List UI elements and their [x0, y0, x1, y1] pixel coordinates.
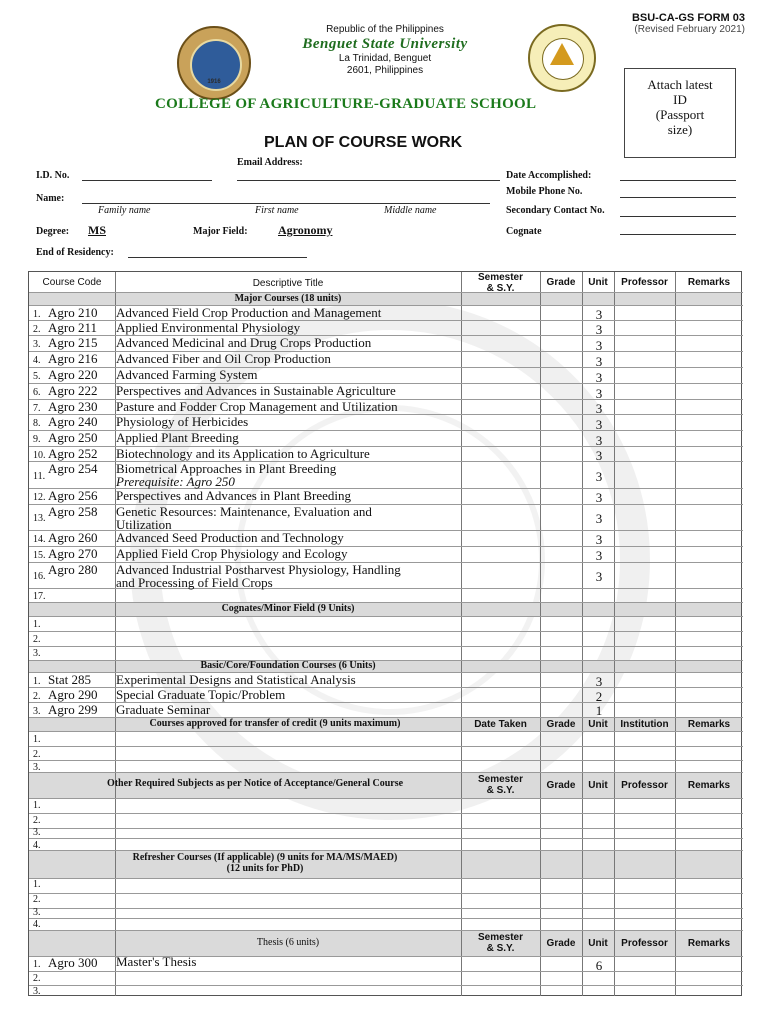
course-code[interactable]: Agro 252	[48, 446, 98, 461]
row-number: 4.	[33, 840, 41, 851]
row-number: 1.	[33, 800, 41, 811]
course-title[interactable]: Experimental Designs and Statistical Analysis	[116, 672, 356, 687]
row-number: 3.	[33, 648, 41, 659]
course-unit[interactable]: 3	[595, 401, 603, 416]
row-number: 3.	[33, 986, 41, 997]
course-code[interactable]: Agro 215	[48, 335, 98, 350]
row-number: 3.	[33, 339, 41, 350]
course-title[interactable]: Advanced Field Crop Production and Management	[116, 305, 382, 320]
refresher-title-line: Refresher Courses (If applicable) (9 units for MA/MS/MAED)	[132, 852, 398, 863]
row-number: 4.	[33, 355, 41, 366]
middle-name-hint: Middle name	[384, 205, 437, 216]
header-descriptive-title: Descriptive Title	[252, 278, 324, 289]
email-field[interactable]	[237, 180, 500, 181]
id-number-field[interactable]	[82, 180, 212, 181]
course-code[interactable]: Agro 222	[48, 383, 98, 398]
course-unit[interactable]: 3	[595, 307, 603, 322]
header-semester-line: & S.Y.	[486, 785, 515, 796]
section-title-thesis: Thesis (6 units)	[256, 937, 320, 948]
header-grade: Grade	[546, 719, 576, 730]
row-number: 13.	[33, 513, 46, 524]
header-semester	[461, 774, 540, 796]
row-number: 6.	[33, 387, 41, 398]
degree-value[interactable]: MS	[88, 223, 106, 237]
photo-box-line: size)	[667, 122, 693, 137]
header-institution: Institution	[620, 719, 669, 730]
course-unit[interactable]: 3	[595, 370, 603, 385]
row-number: 2.	[33, 691, 41, 702]
row-number: 10.	[33, 450, 46, 461]
header-semester-line: Semester	[477, 774, 524, 785]
major-field-value[interactable]: Agronomy	[278, 223, 333, 237]
header-semester-line: Semester	[477, 932, 524, 943]
row-number: 2.	[33, 894, 41, 905]
course-code[interactable]: Agro 280	[48, 562, 98, 577]
course-code[interactable]: Agro 211	[48, 320, 97, 335]
course-title-line: Biometrical Approaches in Plant Breeding	[116, 461, 337, 476]
course-title[interactable]: Graduate Seminar	[116, 702, 211, 717]
header-semester	[461, 272, 540, 294]
degree-label: Degree:	[36, 226, 70, 237]
row-number: 2.	[33, 749, 41, 760]
course-title[interactable]: Applied Field Crop Physiology and Ecology	[116, 546, 348, 561]
course-title[interactable]	[116, 462, 456, 488]
university-name: Benguet State University	[302, 36, 468, 52]
date-accomplished-label: Date Accomplished:	[506, 170, 592, 181]
course-unit[interactable]: 3	[595, 386, 603, 401]
row-number: 3.	[33, 706, 41, 717]
row-number: 3.	[33, 907, 41, 918]
course-code[interactable]: Agro 270	[48, 546, 98, 561]
seal-year: 1916	[207, 79, 221, 85]
cognate-label: Cognate	[506, 226, 542, 237]
major-field-label: Major Field:	[193, 226, 248, 237]
row-number: 11.	[33, 471, 46, 482]
date-accomplished-field[interactable]	[620, 180, 736, 181]
header-grade: Grade	[546, 938, 576, 949]
secondary-contact-field[interactable]	[620, 216, 736, 217]
course-code[interactable]: Agro 300	[48, 955, 98, 970]
course-title[interactable]: Advanced Medicinal and Drug Crops Production	[116, 335, 372, 350]
course-unit[interactable]: 3	[595, 448, 603, 463]
row-number: 1.	[33, 734, 41, 745]
mobile-phone-field[interactable]	[620, 197, 736, 198]
row-number: 2.	[33, 324, 41, 335]
course-unit[interactable]: 3	[595, 511, 603, 526]
course-title-line: Advanced Industrial Postharvest Physiology, Handling	[116, 562, 401, 577]
course-title[interactable]: Applied Environmental Physiology	[116, 320, 301, 335]
course-code[interactable]: Agro 230	[48, 399, 98, 414]
header-remarks: Remarks	[687, 719, 731, 730]
course-code[interactable]: Agro 290	[48, 687, 98, 702]
row-number: 3.	[33, 827, 41, 838]
cognate-field[interactable]	[620, 234, 736, 235]
form-title: PLAN OF COURSE WORK	[264, 134, 463, 151]
course-code[interactable]: Agro 250	[48, 430, 98, 445]
course-unit[interactable]: 3	[595, 569, 603, 584]
row-number: 3.	[33, 762, 41, 773]
row-number: 12.	[33, 492, 46, 503]
header-semester-line: & S.Y.	[486, 943, 515, 954]
course-title[interactable]: Advanced Seed Production and Technology	[116, 530, 344, 545]
header-semester	[461, 932, 540, 954]
course-title[interactable]: Physiology of Herbicides	[116, 414, 249, 429]
header-unit: Unit	[588, 277, 608, 288]
course-title-line: and Processing of Field Crops	[116, 575, 273, 590]
course-unit[interactable]: 3	[595, 469, 603, 484]
header-remarks: Remarks	[687, 938, 731, 949]
course-title[interactable]: Master's Thesis	[116, 954, 197, 969]
secondary-contact-label: Secondary Contact No.	[506, 205, 605, 216]
photo-box-line: ID	[673, 92, 687, 107]
course-title[interactable]: Special Graduate Topic/Problem	[116, 687, 286, 702]
section-title-major: Major Courses (18 units)	[234, 293, 342, 304]
course-title[interactable]: Perspectives and Advances in Plant Breeding	[116, 488, 352, 503]
photo-box[interactable]	[624, 68, 736, 158]
course-title[interactable]	[116, 505, 456, 531]
course-title[interactable]: Applied Plant Breeding	[116, 430, 239, 445]
course-unit[interactable]: 6	[595, 958, 603, 973]
family-name-hint: Family name	[98, 205, 151, 216]
college-name: COLLEGE OF AGRICULTURE-GRADUATE SCHOOL	[155, 96, 537, 112]
republic-label: Republic of the Philippines	[326, 24, 444, 35]
course-unit[interactable]: 3	[595, 490, 603, 505]
header-semester-line: Semester	[477, 272, 524, 283]
section-title-refresher	[69, 852, 461, 874]
mobile-phone-label: Mobile Phone No.	[506, 186, 583, 197]
end-of-residency-field[interactable]	[128, 257, 307, 258]
course-unit[interactable]: 1	[595, 703, 603, 718]
course-prerequisite: Prerequisite: Agro 250	[116, 474, 235, 489]
address-line-1: La Trinidad, Benguet	[338, 53, 432, 64]
course-plan-table	[28, 271, 742, 996]
course-unit[interactable]: 2	[595, 689, 603, 704]
section-title-transfer: Courses approved for transfer of credit (9 units maximum)	[149, 718, 401, 729]
row-number: 4.	[33, 919, 41, 930]
course-title[interactable]	[116, 563, 456, 589]
course-title-line: Utilization	[116, 517, 172, 532]
course-unit[interactable]: 3	[595, 433, 603, 448]
header-remarks: Remarks	[687, 780, 731, 791]
row-number: 8.	[33, 418, 41, 429]
row-number: 1.	[33, 959, 41, 970]
header-course-code: Course Code	[42, 277, 102, 288]
course-title[interactable]: Biotechnology and its Application to Agriculture	[116, 446, 370, 461]
row-number: 14.	[33, 534, 46, 545]
revision-date: (Revised February 2021)	[634, 24, 745, 35]
row-number: 1.	[33, 676, 41, 687]
row-number: 1.	[33, 619, 41, 630]
course-unit[interactable]: 3	[595, 532, 603, 547]
course-title[interactable]: Perspectives and Advances in Sustainable Agriculture	[116, 383, 396, 398]
course-code[interactable]: Stat 285	[48, 672, 91, 687]
course-title[interactable]: Pasture and Fodder Crop Management and Utilization	[116, 399, 398, 414]
row-number: 9.	[33, 434, 41, 445]
row-number: 1.	[33, 879, 41, 890]
course-unit[interactable]: 3	[595, 322, 603, 337]
section-title-other: Other Required Subjects as per Notice of Acceptance/General Course	[106, 778, 404, 789]
course-unit[interactable]: 3	[595, 417, 603, 432]
photo-box-line: Attach latest	[647, 77, 713, 92]
header-professor: Professor	[621, 938, 668, 949]
header-grade: Grade	[546, 780, 576, 791]
row-number: 7.	[33, 403, 41, 414]
course-code[interactable]: Agro 258	[48, 504, 98, 519]
row-number: 16.	[33, 571, 46, 582]
header-grade: Grade	[546, 277, 576, 288]
photo-box-line: (Passport	[655, 107, 705, 122]
course-code[interactable]: Agro 216	[48, 351, 98, 366]
header-professor: Professor	[621, 277, 668, 288]
row-number: 1.	[33, 309, 41, 320]
id-number-label: I.D. No.	[36, 170, 70, 181]
name-field[interactable]	[82, 203, 490, 204]
row-number: 2.	[33, 815, 41, 826]
course-code[interactable]: Agro 254	[48, 461, 98, 476]
row-number: 15.	[33, 550, 46, 561]
row-number: 2.	[33, 634, 41, 645]
end-of-residency-label: End of Residency:	[36, 247, 114, 258]
header-remarks: Remarks	[687, 277, 731, 288]
header-unit: Unit	[588, 938, 608, 949]
course-code[interactable]: Agro 240	[48, 414, 98, 429]
course-code[interactable]: Agro 299	[48, 702, 98, 717]
header-unit: Unit	[588, 719, 608, 730]
course-unit[interactable]: 3	[595, 338, 603, 353]
course-unit[interactable]: 3	[595, 674, 603, 689]
course-title-line: Genetic Resources: Maintenance, Evaluation and	[116, 504, 372, 519]
course-code[interactable]: Agro 220	[48, 367, 98, 382]
row-number: 17.	[33, 591, 46, 602]
header-professor: Professor	[621, 780, 668, 791]
row-number: 2.	[33, 973, 41, 984]
header-unit: Unit	[588, 780, 608, 791]
row-number: 5.	[33, 371, 41, 382]
course-code[interactable]: Agro 210	[48, 305, 98, 320]
address-line-2: 2601, Philippines	[346, 65, 424, 76]
form-code-label: BSU-CA-GS FORM 03	[631, 12, 745, 24]
course-title[interactable]: Advanced Farming System	[116, 367, 258, 382]
email-label: Email Address:	[237, 157, 303, 168]
course-title[interactable]: Advanced Fiber and Oil Crop Production	[116, 351, 331, 366]
course-code[interactable]: Agro 256	[48, 488, 98, 503]
header-semester-line: & S.Y.	[486, 283, 515, 294]
section-title-basic: Basic/Core/Foundation Courses (6 Units)	[200, 660, 376, 671]
section-title-cognates: Cognates/Minor Field (9 Units)	[221, 603, 355, 614]
course-code[interactable]: Agro 260	[48, 530, 98, 545]
name-label: Name:	[36, 193, 65, 204]
course-unit[interactable]: 3	[595, 548, 603, 563]
first-name-hint: First name	[255, 205, 299, 216]
refresher-title-line: (12 units for PhD)	[226, 863, 304, 874]
header-date-taken: Date Taken	[474, 719, 527, 730]
course-unit[interactable]: 3	[595, 354, 603, 369]
